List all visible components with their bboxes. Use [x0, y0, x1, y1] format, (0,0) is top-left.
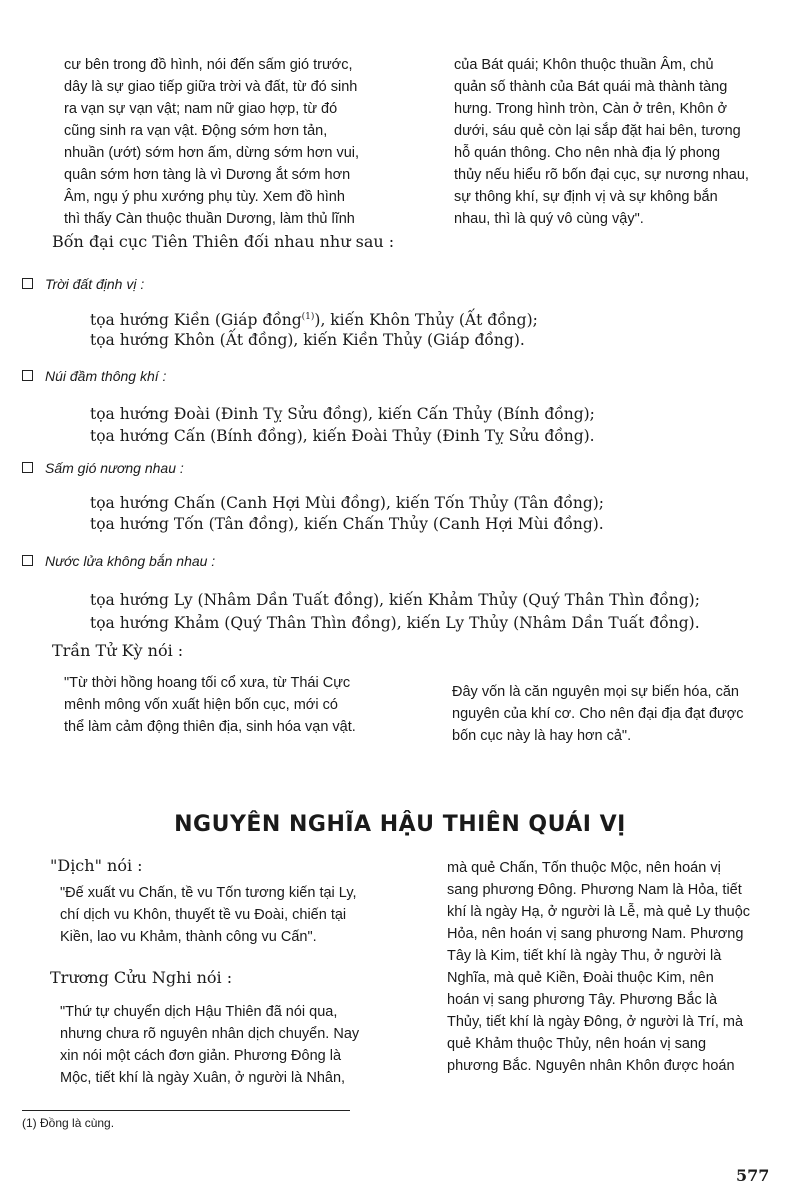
square-bullet-icon: [22, 462, 33, 473]
text-line: mênh mông vốn xuất hiện bốn cục, mới có: [64, 697, 338, 713]
text-line: hưng. Trong hình tròn, Càn ở trên, Khôn ở: [454, 101, 727, 117]
bullet-item-thunder-wind: [22, 459, 184, 477]
direction-line: [90, 311, 538, 329]
square-bullet-icon: [22, 555, 33, 566]
bullet-title: Sấm gió nương nhau :: [45, 460, 184, 476]
direction-line: tọa hướng Đoài (Đinh Tỵ Sửu đồng), kiến Cấn Thủy (Bính đồng);: [90, 405, 595, 423]
dich-label: "Dịch" nói :: [50, 856, 143, 875]
text-line: cũng sinh ra vạn vật. Động sớm hơn tản,: [64, 123, 328, 139]
text-line: chí dịch vu Khôn, thuyết tề vu Đoài, chiến tại: [60, 907, 347, 923]
direction-line: tọa hướng Khảm (Quý Thân Thìn đồng), kiến Ly Thủy (Nhâm Dần Tuất đồng).: [90, 614, 700, 632]
direction-line: tọa hướng Chấn (Canh Hợi Mùi đồng), kiến Tốn Thủy (Tân đồng);: [90, 494, 605, 512]
top-left-column: [64, 54, 404, 230]
text-line: phương Bắc. Nguyên nhân Khôn được hoán: [447, 1058, 735, 1074]
text-line: Tây là Kim, tiết khí là ngày Thu, ở người là: [447, 948, 722, 964]
quote2-left: [60, 1001, 405, 1089]
direction-text: tọa hướng Kiền (Giáp đồng: [90, 311, 302, 329]
text-line: "Từ thời hồng hoang tối cổ xưa, từ Thái Cực: [64, 675, 351, 691]
text-line: Kiền, lao vu Khảm, thành công vu Cấn".: [60, 929, 317, 945]
text-line: sự thông khí, sự định vị và sự không bắn: [454, 189, 718, 205]
bullet-item-mountain-lake: [22, 367, 166, 385]
text-line: dây là sự giao tiếp giữa trời và đất, từ đó sinh: [64, 79, 358, 95]
text-line: nhuần (ướt) sớm hơn ấm, dừng sớm hơn vui,: [64, 145, 360, 161]
text-line: hỗ quán thông. Cho nên nhà địa lý phong: [454, 145, 721, 161]
page-number: 577: [736, 1166, 770, 1185]
quote-left: [64, 672, 404, 738]
text-line: thì thấy Càn thuộc thuần Dương, làm thủ lĩnh: [64, 211, 355, 227]
quote2-right: [447, 857, 777, 1077]
direction-line: tọa hướng Ly (Nhâm Dần Tuất đồng), kiến Khảm Thủy (Quý Thân Thìn đồng);: [90, 591, 700, 609]
bullet-item-water-fire: [22, 552, 215, 570]
bullet-title: Trời đất định vị :: [45, 276, 145, 292]
text-line: hoán vị sang phương Tây. Phương Bắc là: [447, 992, 718, 1008]
text-line: bốn cục này là hay hơn cả".: [452, 728, 632, 744]
intro-sentence: Bốn đại cục Tiên Thiên đối nhau như sau :: [52, 232, 395, 251]
speaker-tran-tu-ky: Trần Tử Kỳ nói :: [52, 641, 184, 660]
text-line: "Thứ tự chuyển dịch Hậu Thiên đã nói qua,: [60, 1004, 338, 1020]
text-line: Âm, ngụ ý phu xướng phụ tùy. Xem đồ hình: [64, 189, 345, 205]
text-line: khí là ngày Hạ, ở người là Lễ, mà quẻ Ly thuộc: [447, 904, 751, 920]
text-line: Thủy, tiết khí là ngày Đông, ở người là Trí, mà: [447, 1014, 744, 1030]
top-right-column: [454, 54, 774, 230]
text-line: cư bên trong đồ hình, nói đến sấm gió trước,: [64, 57, 353, 73]
square-bullet-icon: [22, 370, 33, 381]
text-line: xin nói một cách đơn giản. Phương Đông là: [60, 1048, 342, 1064]
speaker-truong-cuu-nghi: Trương Cửu Nghi nói :: [50, 968, 233, 987]
text-line: quân sớm hơn tàng là vì Dương ắt sớm hơn: [64, 167, 351, 183]
text-line: Mộc, tiết khí là ngày Xuân, ở người là Nhân,: [60, 1070, 346, 1086]
footnote-divider: [22, 1110, 350, 1111]
text-line: nhau, thì là quý vô cùng vậy".: [454, 211, 644, 227]
text-line: "Đế xuất vu Chấn, tề vu Tốn tương kiến tại Ly,: [60, 885, 357, 901]
text-line: Hỏa, nên hoán vị sang phương Nam. Phương: [447, 926, 744, 942]
text-line: thủy nếu hiểu rõ bốn đại cục, sự nương nhau,: [454, 167, 749, 183]
text-line: nhưng chưa rõ nguyên nhân dịch chuyển. Nay: [60, 1026, 360, 1042]
text-line: Nghĩa, mà quẻ Kiền, Đoài thuộc Kim, nên: [447, 970, 714, 986]
footnote: (1) Đồng là cùng.: [22, 1116, 115, 1130]
text-line: ra vạn sự vạn vật; nam nữ giao hợp, từ đó: [64, 101, 338, 117]
text-line: quản số thành của Bát quái mà thành tàng: [454, 79, 728, 95]
quote-right: [452, 681, 772, 747]
text-line: Đây vốn là căn nguyên mọi sự biến hóa, căn: [452, 684, 739, 700]
text-line: dưới, sáu quẻ còn lại sắp đặt hai bên, tương: [454, 123, 741, 139]
direction-line: tọa hướng Cấn (Bính đồng), kiến Đoài Thủy (Đinh Tỵ Sửu đồng).: [90, 427, 595, 445]
dich-quote: [60, 882, 405, 948]
direction-line: tọa hướng Tốn (Tân đồng), kiến Chấn Thủy (Canh Hợi Mùi đồng).: [90, 515, 604, 533]
direction-line: tọa hướng Khôn (Ất đồng), kiến Kiền Thủy (Giáp đồng).: [90, 331, 525, 349]
text-line: sang phương Đông. Phương Nam là Hỏa, tiết: [447, 882, 742, 898]
bullet-title: Núi đầm thông khí :: [45, 368, 167, 384]
footnote-marker: (1): [301, 311, 315, 322]
direction-text: ), kiến Khôn Thủy (Ất đồng);: [314, 311, 538, 329]
section-heading: NGUYÊN NGHĨA HẬU THIÊN QUÁI VỊ: [174, 812, 626, 837]
text-line: của Bát quái; Khôn thuộc thuần Âm, chủ: [454, 57, 714, 73]
bullet-title: Nước lửa không bắn nhau :: [45, 553, 216, 569]
text-line: thể làm cảm động thiên địa, sinh hóa vạn vật.: [64, 719, 356, 735]
text-line: mà quẻ Chấn, Tốn thuộc Mộc, nên hoán vị: [447, 860, 721, 876]
square-bullet-icon: [22, 278, 33, 289]
text-line: quẻ Khảm thuộc Thủy, nên hoán vị sang: [447, 1036, 707, 1052]
bullet-item-heaven-earth: [22, 275, 144, 293]
text-line: nguyên của khí cơ. Cho nên đại địa đạt được: [452, 706, 744, 722]
